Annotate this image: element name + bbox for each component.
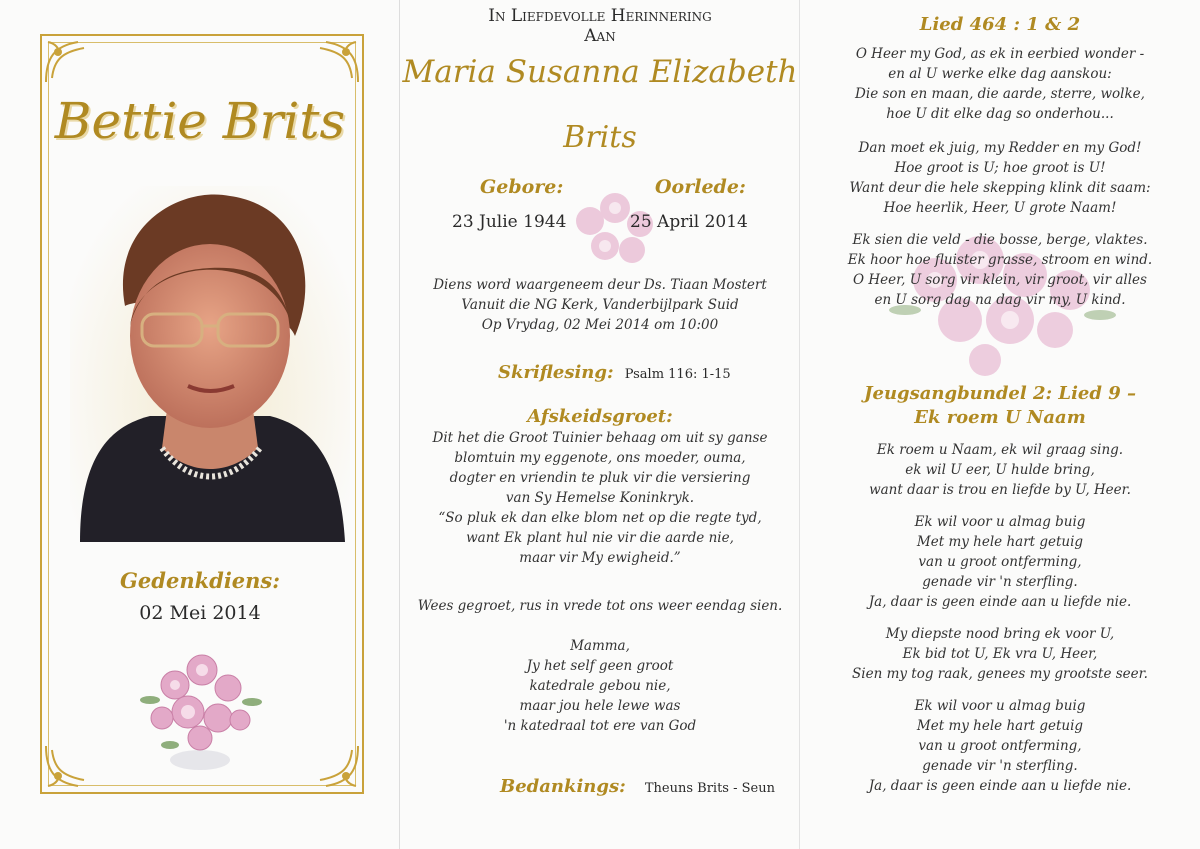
reading-label: Skriflesing: <box>498 362 614 383</box>
poem-line: Mamma, <box>570 638 630 654</box>
hymn-line: en U sorg dag na dag vir my, U kind. <box>874 292 1126 308</box>
reading-row <box>498 362 731 383</box>
hymn2-title-line: Ek roem U Naam <box>914 407 1086 428</box>
farewell-line: dogter en vriendin te pluk vir die versiering <box>449 470 751 486</box>
poem-line: katedrale gebou nie, <box>529 678 671 694</box>
hymn-line: genade vir 'n sterfling. <box>922 758 1078 774</box>
greeting-line: Wees gegroet, rus in vrede tot ons weer eendag sien. <box>417 598 783 614</box>
ornament-corner-icon <box>44 744 90 790</box>
right-panel <box>800 0 1200 849</box>
full-name: Maria Susanna Elizabeth <box>402 54 798 90</box>
farewell-label: Afskeidsgroet: <box>527 406 673 427</box>
service-line: Op Vrydag, 02 Mei 2014 om 10:00 <box>481 317 719 333</box>
hymn2-title-line: Jeugsangbundel 2: Lied 9 – <box>863 383 1137 404</box>
hymn-line: Ja, daar is geen einde aan u liefde nie. <box>868 594 1132 610</box>
thanks-label: Bedankings: <box>500 776 626 797</box>
farewell-line: blomtuin my eggenote, ons moeder, ouma, <box>454 450 746 466</box>
hymn-line: Ja, daar is geen einde aan u liefde nie. <box>868 778 1132 794</box>
memorial-label: Gedenkdiens: <box>119 568 281 593</box>
flower-bouquet-icon <box>560 186 670 281</box>
hymn-line: My diepste nood bring ek voor U, <box>885 626 1115 642</box>
hymn-line: Sien my tog raak, genees my grootste seer. <box>852 666 1148 682</box>
hymn-line: Ek bid tot U, Ek vra U, Heer, <box>902 646 1098 662</box>
ornament-corner-icon <box>314 38 360 84</box>
reading-text: Psalm 116: 1-15 <box>624 367 731 382</box>
hymn-line: Ek wil voor u almag buig <box>914 514 1086 530</box>
ornament-corner-icon <box>44 38 90 84</box>
hymn-line: Die son en maan, die aarde, sterre, wolke, <box>855 86 1145 102</box>
poem-line: maar jou hele lewe was <box>519 698 681 714</box>
surname: Brits <box>563 120 637 155</box>
service-line: Diens word waargeneem deur Ds. Tiaan Mostert <box>433 277 767 293</box>
portrait-photo <box>70 186 350 542</box>
hymn2-verse <box>800 696 1200 796</box>
deceased-name-title: Bettie Brits <box>54 92 346 150</box>
hymn-line: Ek wil voor u almag buig <box>914 698 1086 714</box>
memorial-date: 02 Mei 2014 <box>139 602 261 624</box>
hymn-line: Hoe heerlik, Heer, U grote Naam! <box>883 200 1117 216</box>
poem <box>400 636 800 736</box>
hymn-line: van u groot ontferming, <box>918 554 1082 570</box>
header-remembrance: In Liefdevolle Herinnering <box>488 6 712 26</box>
hymn-line: ek wil U eer, U hulde bring, <box>905 462 1095 478</box>
hymn2-verse <box>800 512 1200 612</box>
thanks-text: Theuns Brits - Seun <box>644 781 775 796</box>
hymn-line: Hoe groot is U; hoe groot is U! <box>894 160 1106 176</box>
hymn-line: Ek hoor hoe fluister grasse, stroom en wind. <box>847 252 1153 268</box>
farewell-line: van Sy Hemelse Koninkryk. <box>505 490 695 506</box>
thanks-row <box>500 776 775 797</box>
hymn-line: Want deur die hele skepping klink dit saam: <box>849 180 1151 196</box>
farewell-line: want Ek plant hul nie vir die aarde nie, <box>466 530 734 546</box>
farewell-line: Dit het die Groot Tuinier behaag om uit sy ganse <box>432 430 768 446</box>
poem-line: 'n katedraal tot ere van God <box>503 718 697 734</box>
hymn-line: O Heer my God, as ek in eerbied wonder - <box>855 46 1145 62</box>
died-label: Oorlede: <box>655 176 746 198</box>
farewell-line: maar vir My ewigheid.” <box>519 550 681 566</box>
service-line: Vanuit die NG Kerk, Vanderbijlpark Suid <box>461 297 739 313</box>
middle-panel <box>400 0 800 849</box>
poem-line: Jy het self geen groot <box>526 658 674 674</box>
hymn-line: genade vir 'n sterfling. <box>922 574 1078 590</box>
hymn-line: O Heer, U sorg vir klein, vir groot, vir alles <box>853 272 1147 288</box>
hymn1-title: Lied 464 : 1 & 2 <box>919 14 1081 35</box>
hymn-line: Ek roem u Naam, ek wil graag sing. <box>876 442 1124 458</box>
hymn2-verse <box>800 624 1200 684</box>
ornament-corner-icon <box>314 744 360 790</box>
died-date: 25 April 2014 <box>630 212 748 232</box>
hymn-line: Met my hele hart getuig <box>916 718 1084 734</box>
left-panel <box>0 0 400 849</box>
hymn-line: want daar is trou en liefde by U, Heer. <box>869 482 1131 498</box>
hymn-line: hoe U dit elke dag so onderhou... <box>886 106 1114 122</box>
born-date: 23 Julie 1944 <box>452 212 567 232</box>
hymn1-verse <box>800 230 1200 310</box>
farewell-text <box>400 428 800 568</box>
hymn1-verse <box>800 44 1200 124</box>
hymn-line: Dan moet ek juig, my Redder en my God! <box>858 140 1142 156</box>
flower-bouquet-icon <box>130 640 270 775</box>
header-to: Aan <box>584 26 616 46</box>
hymn-line: van u groot ontferming, <box>918 738 1082 754</box>
born-label: Gebore: <box>480 176 564 198</box>
hymn-line: en al U werke elke dag aanskou: <box>888 66 1112 82</box>
service-details <box>400 275 800 335</box>
hymn1-verse <box>800 138 1200 218</box>
hymn-line: Met my hele hart getuig <box>916 534 1084 550</box>
hymn2-title <box>800 382 1200 430</box>
hymn2-verse <box>800 440 1200 500</box>
hymn-line: Ek sien die veld - die bosse, berge, vlaktes. <box>852 232 1148 248</box>
farewell-line: “So pluk ek dan elke blom net op die regte tyd, <box>438 510 762 526</box>
